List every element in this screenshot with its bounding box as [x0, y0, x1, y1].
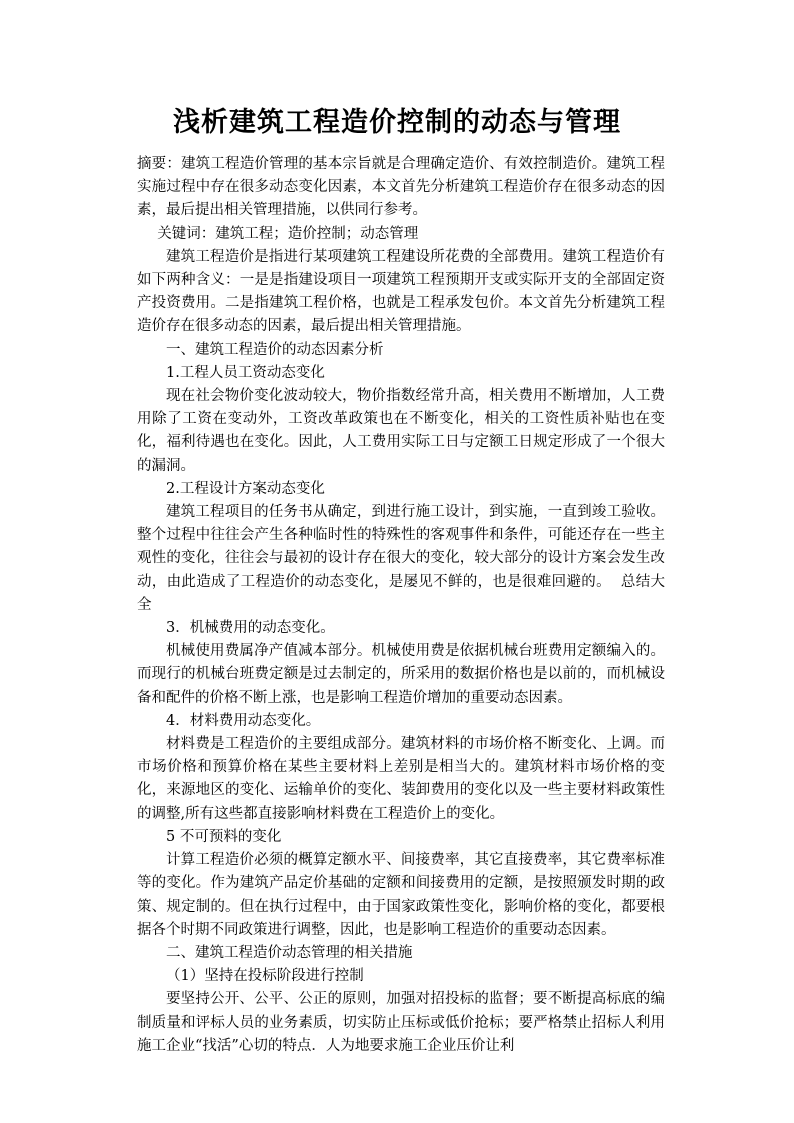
subsection-heading: 5 不可预料的变化 [166, 828, 282, 845]
body-paragraph [137, 501, 665, 617]
keywords-line: 关键词：建筑工程；造价控制；动态管理 [157, 225, 419, 242]
body-paragraph: 计算工程造价必须的概算定额水平、间接费率，其它直接费率，其它费率标准等的变化。作为建筑产品定价基础的定额和间接费用的定额，是按照颁发时期的政策、规定制的。但在执行过程中，由于国家政策性变化，影响价格的变化，都要根据各个时期不同政策进行调整，因此，也是影响工程造价的重要动态因素。 [137, 852, 665, 938]
document-body [137, 153, 665, 1058]
document-title: 浅析建筑工程造价控制的动态与管理 [173, 107, 621, 138]
subsection-heading: 4．材料费用动态变化。 [166, 712, 321, 729]
body-paragraph: 现在社会物价变化波动较大，物价指数经常升高，相关费用不断增加，人工费用除了工资在变动外，工资改革政策也在不断变化，相关的工资性质补贴也在变化，福利待遇也在变化。因此，人工费用实际工日与定额工日规定形成了一个很大的漏洞。 [137, 388, 665, 474]
abstract-paragraph: 摘要：建筑工程造价管理的基本宗旨就是合理确定造价、有效控制造价。建筑工程实施过程中存在很多动态变化因素，本文首先分析建筑工程造价存在很多动态的因素，最后提出相关管理措施，以供同行参考。 [137, 156, 665, 219]
section-heading: 二、建筑工程造价动态管理的相关措施 [166, 944, 413, 961]
intro-paragraph: 建筑工程造价是指进行某项建筑工程建设所花费的全部费用。建筑工程造价有如下两种含义：一是是指建设项目一项建筑工程预期开支或实际开支的全部固定资产投资费用。二是指建筑工程价格，也就是工程承发包价。本文首先分析建筑工程造价存在很多动态的因素，最后提出相关管理措施。 [137, 248, 665, 335]
body-paragraph: 要坚持公开、公平、公正的原则，加强对招投标的监督；要不断提高标底的编制质量和评标人员的业务素质，切实防止压标或低价抢标；要严格禁止招标人利用施工企业“找活”心切的特点．人为地要求施工企业压价让利 [137, 991, 665, 1054]
subsection-heading: 3．机械费用的动态变化。 [166, 620, 335, 637]
section-heading: 一、建筑工程造价的动态因素分析 [166, 341, 384, 358]
paragraph-text: 建筑工程项目的任务书从确定，到进行施工设计，到实施，一直到竣工验收。整个过程中往往会产生各种临时性的特殊性的客观事件和条件，可能还存在一些主观性的变化，往往会与最初的设计存在很大的变化，较大部分的设计方案会发生改动，由此造成了工程造价的动态变化，是屡见不鲜的，也是很难回避的。 [137, 504, 665, 590]
subsection-heading: 1.工程人员工资动态变化 [166, 364, 325, 381]
body-paragraph: 材料费是工程造价的主要组成部分。建筑材料的市场价格不断变化、上调。而市场价格和预算价格在某些主要材料上差别是相当大的。建筑材料市场价格的变化，来源地区的变化、运输单价的变化、装卸费用的变化以及一些主要材料政策性的调整,所有这些都直接影响材料费在工程造价上的变化。 [137, 736, 665, 822]
subsection-heading: （1）坚持在投标阶段进行控制 [166, 968, 364, 985]
body-paragraph: 机械使用费属净产值减本部分。机械使用费是依据机械台班费用定额编入的。而现行的机械台班费定额是过去制定的，所采用的数据价格也是以前的，而机械设备和配件的价格不断上涨，也是影响工程造价增加的重要动态因素。 [137, 643, 665, 706]
inline-note: 总结大全 [137, 573, 666, 613]
subsection-heading: 2.工程设计方案动态变化 [166, 480, 325, 497]
